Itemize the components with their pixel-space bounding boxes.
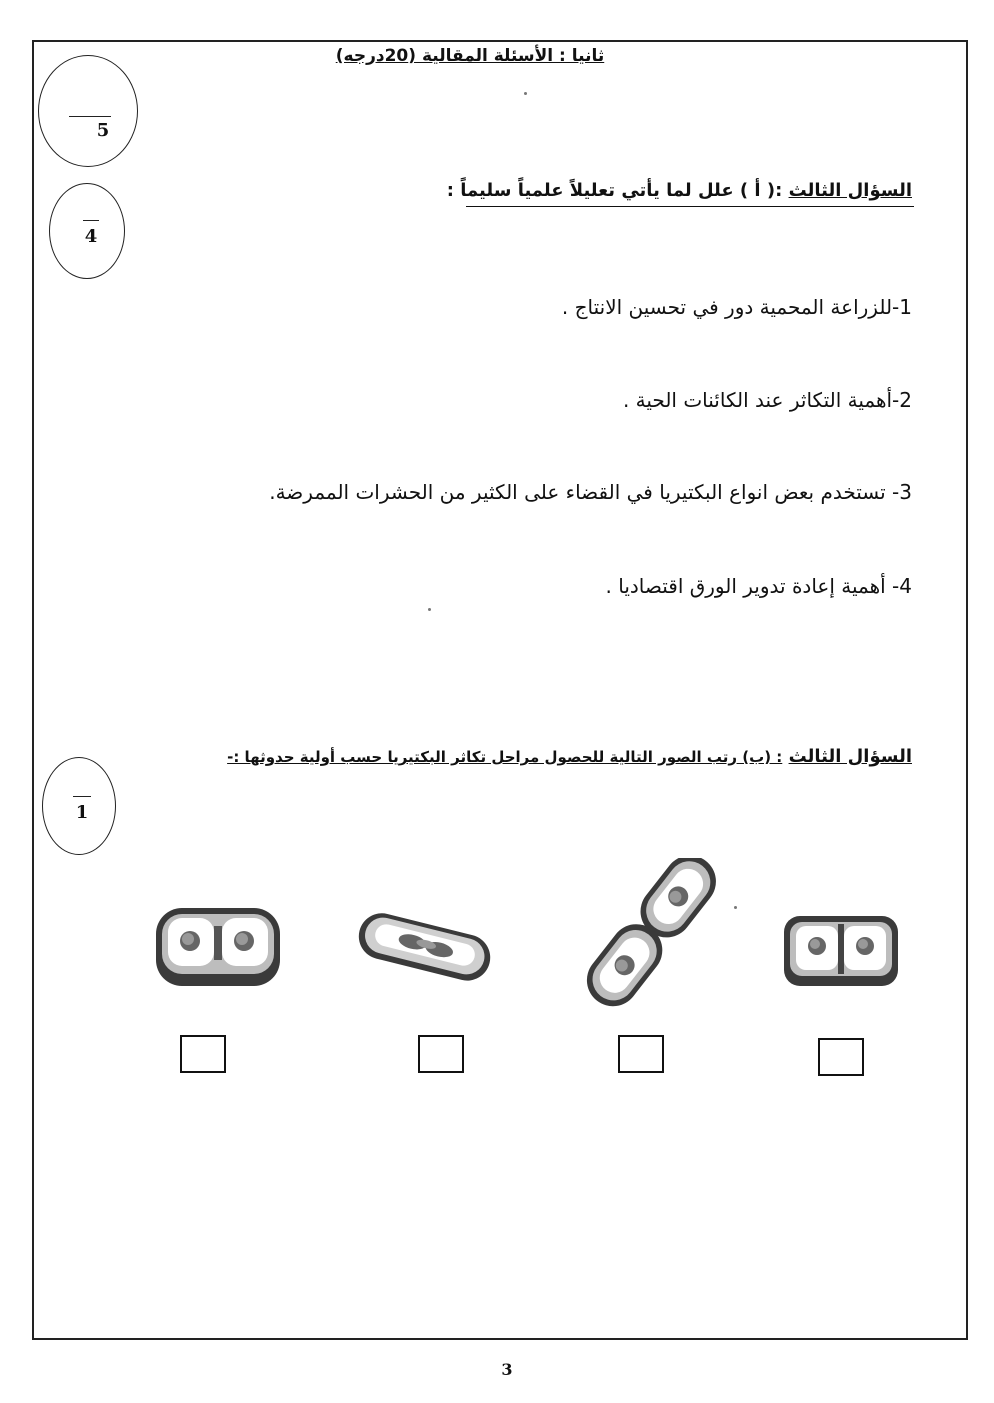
answer-box-2[interactable] <box>418 1035 464 1073</box>
answer-box-1[interactable] <box>180 1035 226 1073</box>
heading-underline <box>466 206 914 207</box>
score-line <box>83 220 99 221</box>
bacteria-separated-pair-icon <box>572 858 740 1008</box>
grade-circle-b <box>42 757 116 855</box>
grade-circle-a2 <box>49 183 125 279</box>
question-item-2: 2-أهمية التكاثر عند الكائنات الحية . <box>622 388 912 412</box>
question-3a-heading <box>447 180 912 201</box>
bacteria-elongated-cell-icon <box>352 906 498 984</box>
question-instruction: :( أ ) علل لما يأتي تعليلاً علمياً سليماً : <box>446 180 783 201</box>
answer-box-4[interactable] <box>818 1038 864 1076</box>
question-3b-heading <box>227 746 912 767</box>
scan-speck <box>734 906 737 909</box>
scan-speck <box>524 92 527 95</box>
question-label: السؤال الثالث <box>788 746 912 767</box>
question-item-1: 1-للزراعة المحمية دور في تحسين الانتاج . <box>561 295 912 319</box>
answer-box-3[interactable] <box>618 1035 664 1073</box>
score-value: 1 <box>75 802 89 823</box>
bacteria-constricted-cell-icon <box>780 910 902 990</box>
bacteria-divided-two-cells-icon <box>152 902 284 990</box>
score-line <box>73 796 91 797</box>
page-number: 3 <box>501 1360 513 1379</box>
question-item-4: 4- أهمية إعادة تدوير الورق اقتصاديا . <box>605 574 912 598</box>
score-value: 5 <box>96 120 110 141</box>
score-value: 4 <box>84 226 98 247</box>
page-frame <box>32 40 968 1340</box>
section-title: ثانيا : الأسئلة المقالية (20درجه) <box>335 46 605 66</box>
question-label: السؤال الثالث <box>788 180 912 201</box>
question-item-3: 3- تستخدم بعض انواع البكتيريا في القضاء على الكثير من الحشرات الممرضة. <box>269 480 912 504</box>
question-instruction: : (ب) رتب الصور التالية للحصول مراحل تكاثر البكتيريا حسب أولية حدوثها :- <box>227 748 783 766</box>
grade-circle-a1 <box>38 55 138 167</box>
scan-speck <box>428 608 431 611</box>
score-line <box>69 116 111 117</box>
